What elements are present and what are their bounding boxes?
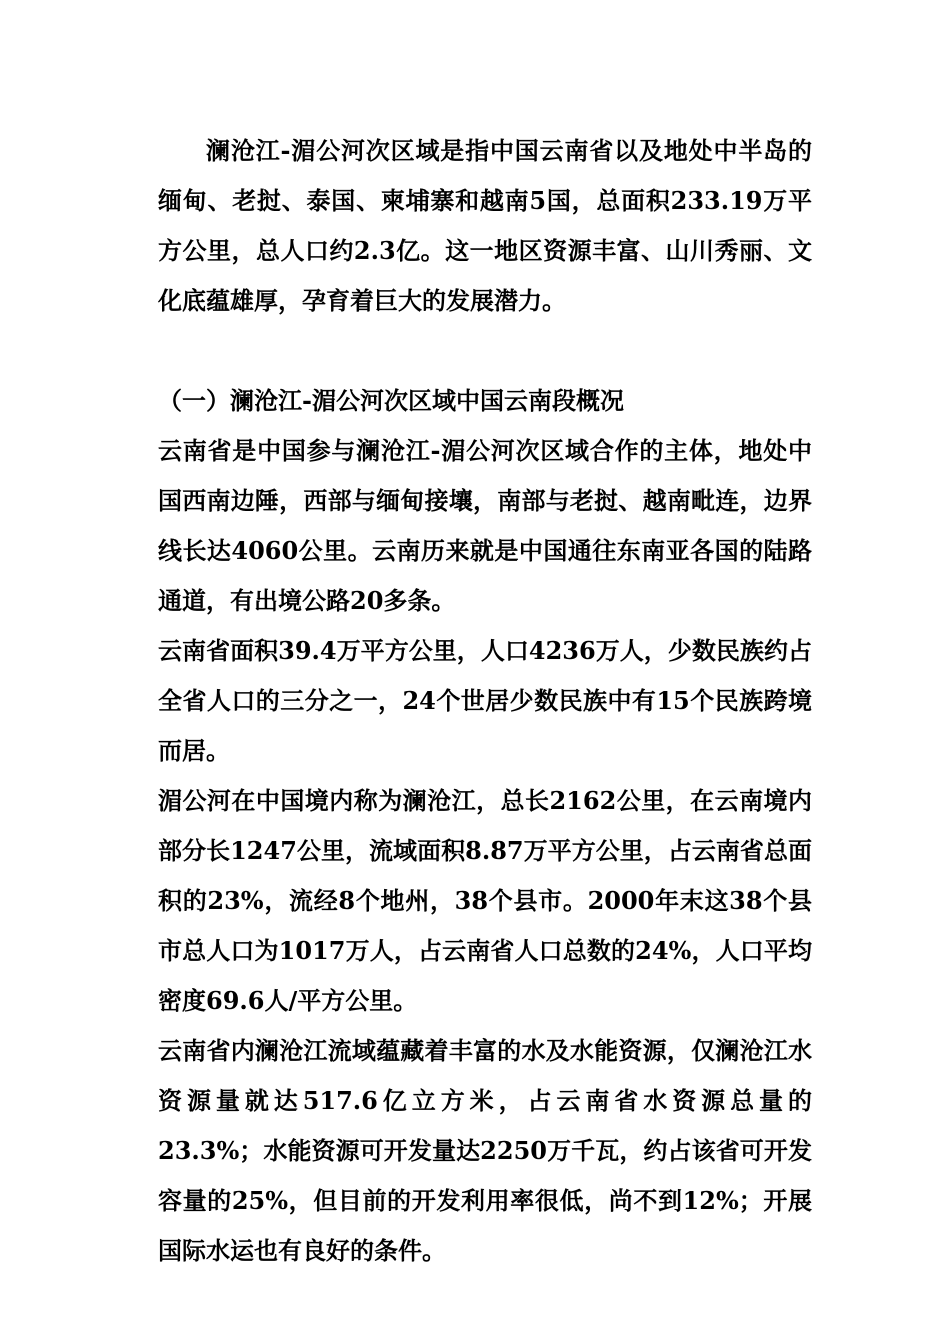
paragraph-mekong-river: 湄公河在中国境内称为澜沧江，总长2162公里，在云南境内部分长1247公里，流域面积8.87万平方公里，占云南省总面积的23%，流经8个地州，38个县市。2000年末这38个县市总人口为1017万人，占云南省人口总数的24%，人口平均密度69.6人/平方公里。 — [158, 786, 812, 1015]
paragraph-yunnan-overview: 云南省是中国参与澜沧江-湄公河次区域合作的主体，地处中国西南边陲，西部与缅甸接壤，南部与老挝、越南毗连，边界线长达4060公里。云南历来就是中国通往东南亚各国的陆路通道，有出境公路20多条。 — [158, 436, 812, 615]
section-heading: （一）澜沧江-湄公河次区域中国云南段概况 — [158, 386, 624, 415]
intro-paragraph: 澜沧江-湄公河次区域是指中国云南省以及地处中半岛的缅甸、老挝、泰国、柬埔寨和越南5国，总面积233.19万平方公里，总人口约2.3亿。这一地区资源丰富、山川秀丽、文化底蕴雄厚，孕育着巨大的发展潜力。 — [158, 136, 812, 315]
paragraph-water-resources: 云南省内澜沧江流域蕴藏着丰富的水及水能资源，仅澜沧江水资源量就达517.6亿立方米，占云南省水资源总量的23.3%；水能资源可开发量达2250万千瓦，约占该省可开发容量的25%，但目前的开发利用率很低，尚不到12%；开展国际水运也有良好的条件。 — [158, 1036, 812, 1265]
paragraph-yunnan-population: 云南省面积39.4万平方公里，人口4236万人，少数民族约占全省人口的三分之一，24个世居少数民族中有15个民族跨境而居。 — [158, 636, 812, 765]
document-body — [158, 126, 812, 1276]
